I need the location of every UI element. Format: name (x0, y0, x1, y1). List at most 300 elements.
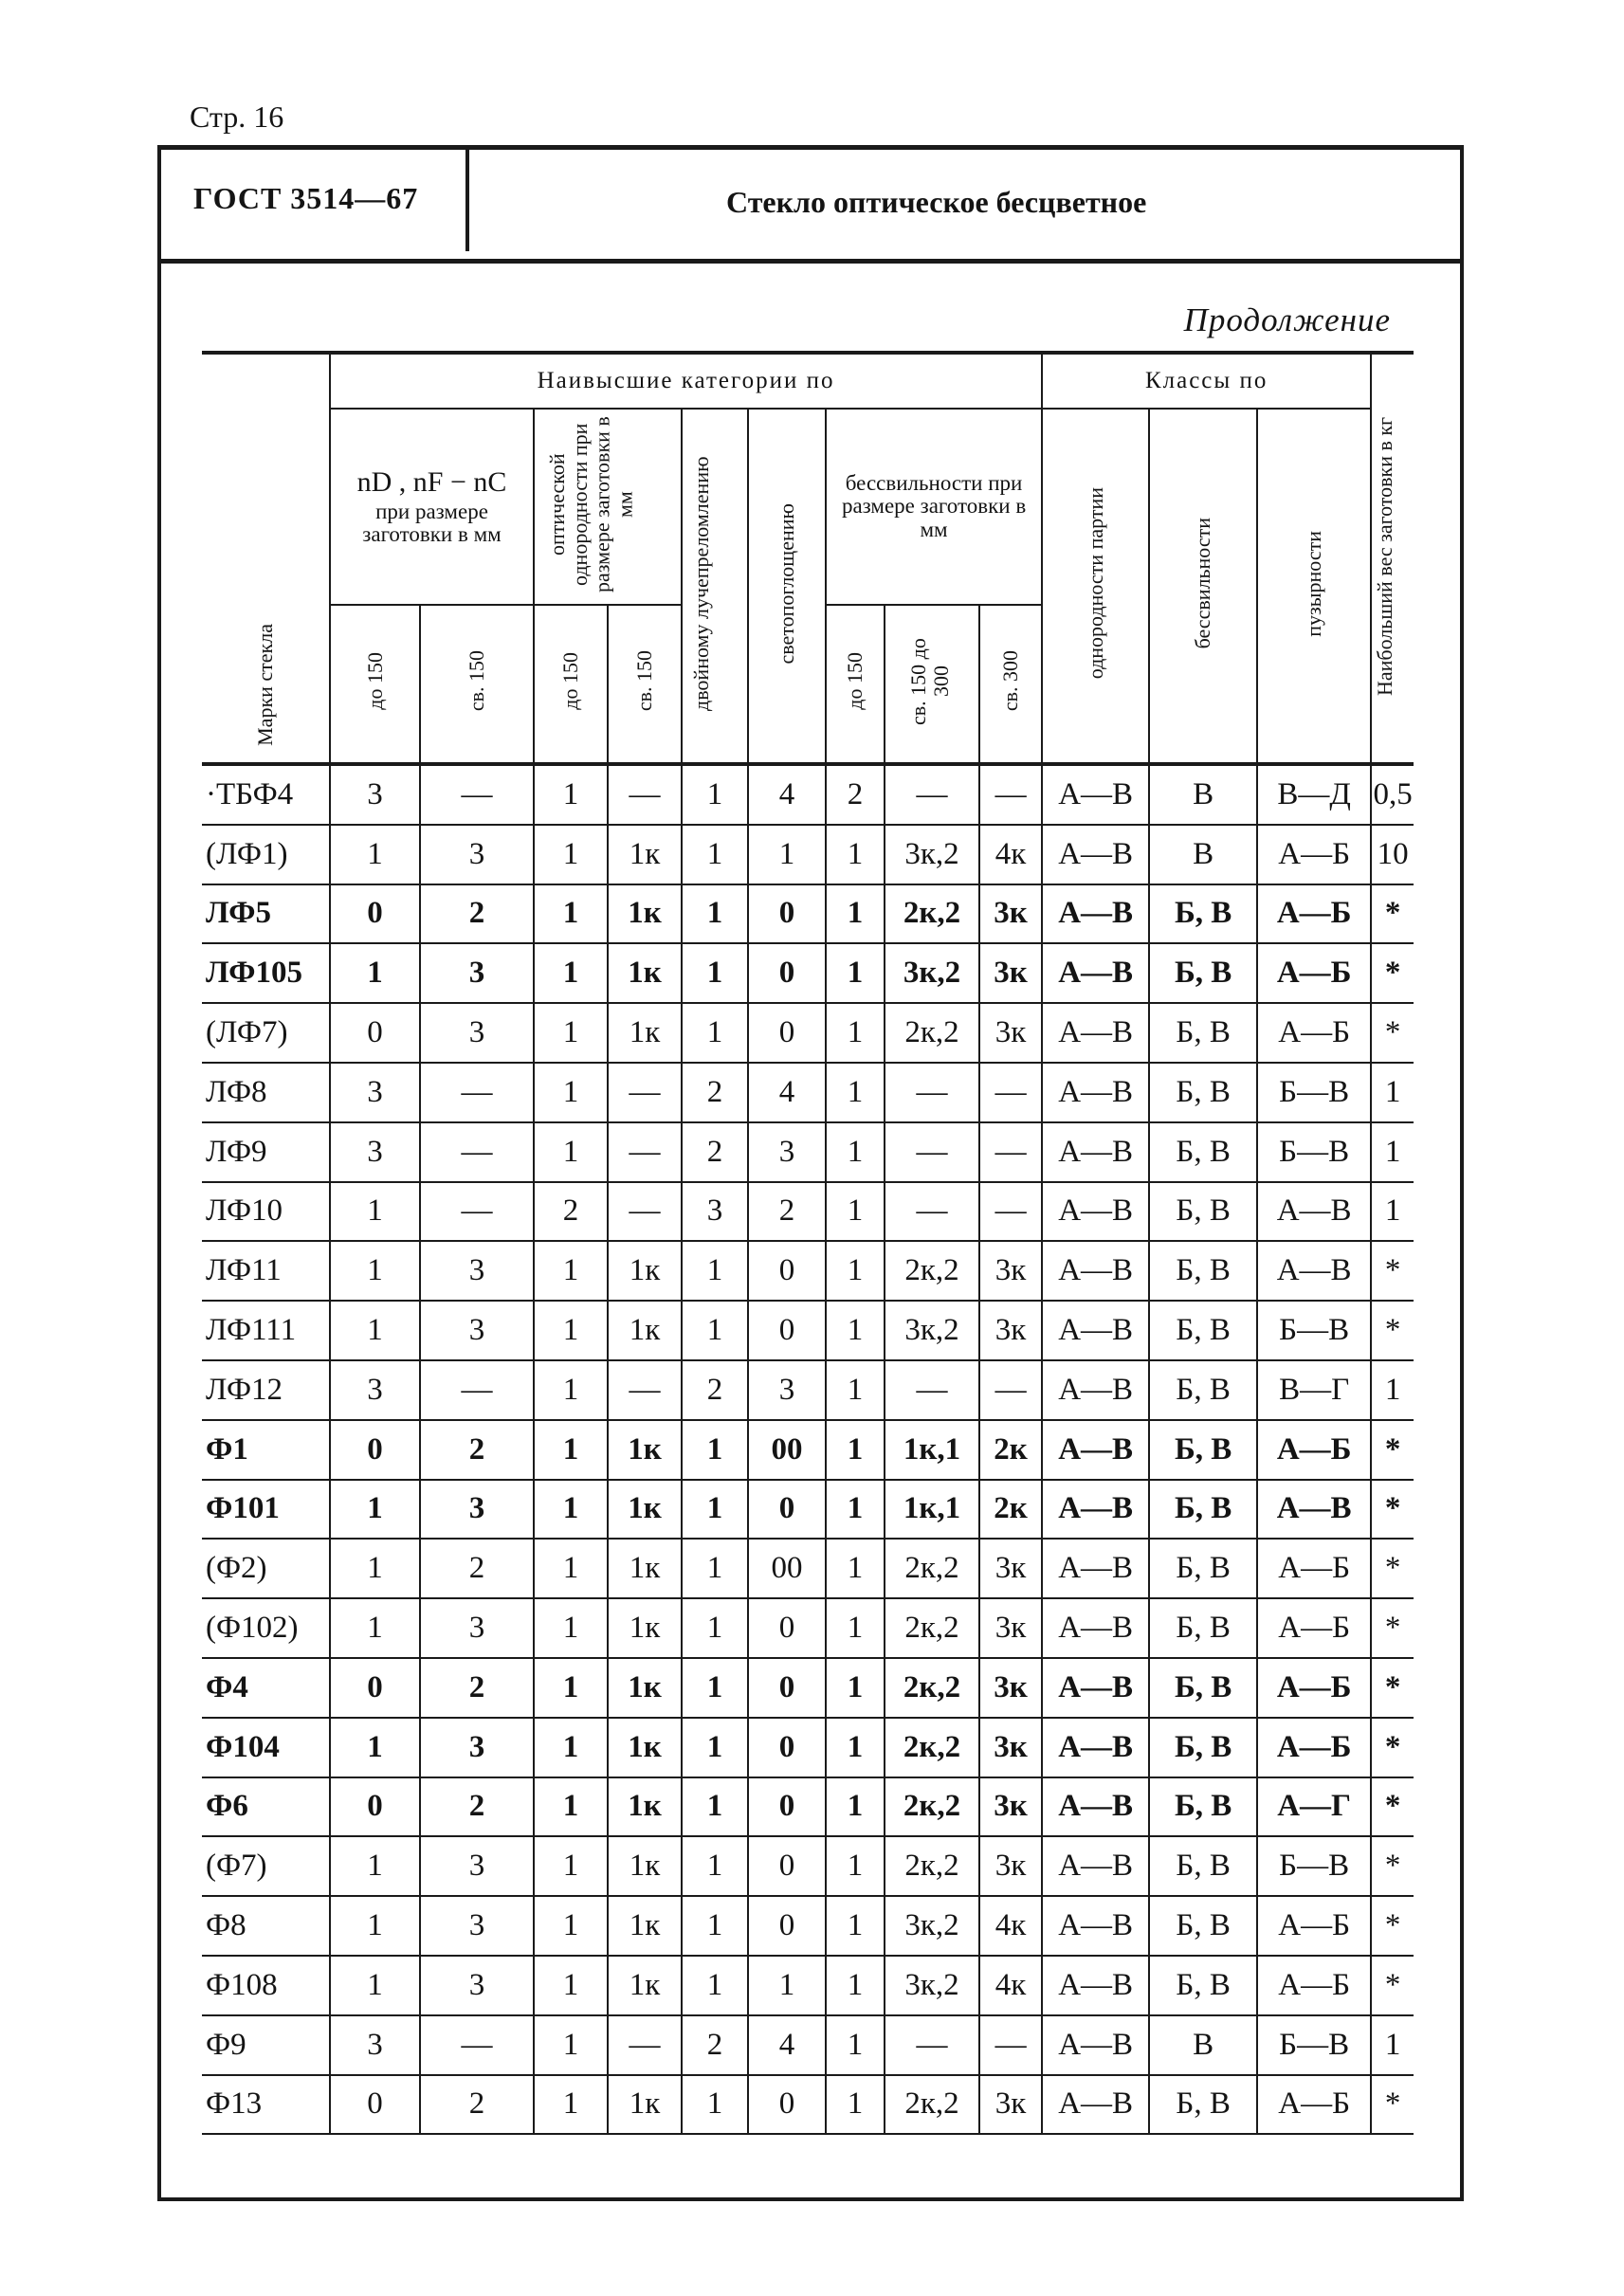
cell-absorption: 3 (748, 1360, 826, 1420)
table-row (202, 1896, 1414, 1956)
cell-opt-to150: 1 (534, 2075, 608, 2135)
cell-birefringence: 1 (682, 764, 748, 825)
cell-class-bubbles: А—Б (1257, 1718, 1371, 1777)
cell-absorption: 0 (748, 943, 826, 1003)
cell-class-homogeneity: А—В (1042, 2015, 1149, 2075)
cell-birefringence: 1 (682, 1896, 748, 1956)
cell-refr-over150: 3 (420, 1480, 534, 1540)
cell-refr-over150: 3 (420, 1956, 534, 2015)
cell-opt-to150: 1 (534, 2015, 608, 2075)
cell-refr-over150: 2 (420, 1777, 534, 1837)
cell-mark: ЛФ105 (202, 943, 330, 1003)
cell-opt-to150: 1 (534, 1301, 608, 1360)
cell-class-bubbles: А—Б (1257, 1956, 1371, 2015)
cell-opt-to150: 1 (534, 764, 608, 825)
continuation-label: Продолжение (1183, 301, 1391, 338)
cell-refr-over150: — (420, 1360, 534, 1420)
cell-class-bubbles: А—Г (1257, 1777, 1371, 1837)
cell-striae-to150: 1 (826, 1658, 885, 1718)
header-striae: бессвильности при размере заготовки в мм (826, 409, 1042, 605)
cell-refr-over150: 3 (420, 943, 534, 1003)
cell-absorption: 0 (748, 2075, 826, 2135)
cell-striae-150-300: 2к,2 (885, 1241, 979, 1301)
cell-birefringence: 1 (682, 825, 748, 884)
cell-max-weight: 1 (1371, 1360, 1414, 1420)
cell-striae-to150: 1 (826, 1777, 885, 1837)
sub-opt-to150: до 150 (534, 605, 608, 764)
cell-mark: (Ф2) (202, 1539, 330, 1598)
table-row (202, 1063, 1414, 1122)
cell-refr-to150: 3 (330, 1122, 420, 1182)
cell-class-bubbles: А—В (1257, 1480, 1371, 1540)
cell-opt-to150: 1 (534, 943, 608, 1003)
cell-refr-to150: 0 (330, 884, 420, 944)
cell-opt-to150: 1 (534, 1836, 608, 1896)
cell-class-bubbles: Б—В (1257, 1063, 1371, 1122)
cell-class-homogeneity: А—В (1042, 1480, 1149, 1540)
cell-opt-over150: 1к (608, 1539, 682, 1598)
cell-class-bubbles: В—Д (1257, 764, 1371, 825)
table-row (202, 2075, 1414, 2135)
refraction-formula: nD , nF − nC (356, 465, 507, 498)
table-row (202, 2015, 1414, 2075)
cell-striae-150-300: 3к,2 (885, 1301, 979, 1360)
cell-mark: ЛФ12 (202, 1360, 330, 1420)
cell-striae-150-300: — (885, 1063, 979, 1122)
cell-opt-to150: 1 (534, 1063, 608, 1122)
cell-birefringence: 1 (682, 884, 748, 944)
cell-striae-150-300: 2к,2 (885, 1658, 979, 1718)
cell-opt-to150: 1 (534, 1658, 608, 1718)
cell-max-weight: 10 (1371, 825, 1414, 884)
table-row (202, 1718, 1414, 1777)
cell-opt-over150: 1к (608, 1480, 682, 1540)
header-absorption: светопоглощению (748, 409, 826, 764)
cell-absorption: 0 (748, 1480, 826, 1540)
cell-striae-150-300: 2к,2 (885, 1836, 979, 1896)
cell-striae-150-300: 3к,2 (885, 943, 979, 1003)
cell-mark: (ЛФ7) (202, 1003, 330, 1063)
header-class-striae: бессвильности (1149, 409, 1257, 764)
cell-max-weight: * (1371, 1003, 1414, 1063)
cell-striae-150-300: 1к,1 (885, 1480, 979, 1540)
cell-opt-over150: 1к (608, 825, 682, 884)
cell-class-homogeneity: А—В (1042, 1956, 1149, 2015)
header-group-highest: Наивысшие категории по (330, 353, 1042, 409)
cell-class-striae: Б, В (1149, 1182, 1257, 1242)
cell-max-weight: * (1371, 1539, 1414, 1598)
cell-opt-to150: 1 (534, 1003, 608, 1063)
cell-opt-over150: 1к (608, 943, 682, 1003)
cell-opt-over150: 1к (608, 884, 682, 944)
cell-opt-over150: — (608, 764, 682, 825)
cell-birefringence: 1 (682, 1956, 748, 2015)
table-row (202, 1122, 1414, 1182)
cell-mark: Ф8 (202, 1896, 330, 1956)
cell-striae-over300: — (979, 1360, 1042, 1420)
cell-mark: Ф13 (202, 2075, 330, 2135)
cell-class-bubbles: В—Г (1257, 1360, 1371, 1420)
cell-class-homogeneity: А—В (1042, 1836, 1149, 1896)
cell-absorption: 1 (748, 1956, 826, 2015)
cell-birefringence: 1 (682, 1598, 748, 1658)
cell-class-striae: Б, В (1149, 1896, 1257, 1956)
table-row (202, 1836, 1414, 1896)
cell-striae-over300: 3к (979, 884, 1042, 944)
cell-class-homogeneity: А—В (1042, 1658, 1149, 1718)
cell-class-bubbles: Б—В (1257, 1836, 1371, 1896)
standard-code: ГОСТ 3514—67 (193, 181, 419, 215)
cell-refr-to150: 1 (330, 1598, 420, 1658)
cell-max-weight: * (1371, 1480, 1414, 1540)
header-divider (465, 145, 469, 251)
cell-class-homogeneity: А—В (1042, 1003, 1149, 1063)
cell-refr-to150: 0 (330, 1420, 420, 1480)
cell-max-weight: 1 (1371, 1182, 1414, 1242)
cell-refr-over150: 2 (420, 1539, 534, 1598)
cell-refr-to150: 1 (330, 1480, 420, 1540)
cell-absorption: 0 (748, 1241, 826, 1301)
cell-birefringence: 1 (682, 1003, 748, 1063)
header-mark: Марки стекла (202, 353, 330, 764)
cell-birefringence: 1 (682, 943, 748, 1003)
cell-absorption: 0 (748, 1301, 826, 1360)
cell-absorption: 0 (748, 884, 826, 944)
cell-class-striae: Б, В (1149, 1718, 1257, 1777)
cell-opt-over150: 1к (608, 1301, 682, 1360)
cell-opt-over150: 1к (608, 2075, 682, 2135)
cell-max-weight: * (1371, 1420, 1414, 1480)
cell-class-bubbles: Б—В (1257, 2015, 1371, 2075)
cell-refr-over150: — (420, 2015, 534, 2075)
cell-striae-to150: 1 (826, 1301, 885, 1360)
header-class-homogeneity: однородности партии (1042, 409, 1149, 764)
cell-absorption: 0 (748, 1598, 826, 1658)
cell-striae-150-300: 2к,2 (885, 1718, 979, 1777)
cell-refr-over150: — (420, 1122, 534, 1182)
cell-mark: (Ф102) (202, 1598, 330, 1658)
cell-class-bubbles: Б—В (1257, 1122, 1371, 1182)
cell-mark: ЛФ5 (202, 884, 330, 944)
cell-mark: Ф1 (202, 1420, 330, 1480)
cell-striae-to150: 1 (826, 1182, 885, 1242)
cell-refr-over150: 3 (420, 1836, 534, 1896)
cell-refr-over150: 2 (420, 1658, 534, 1718)
cell-birefringence: 1 (682, 1718, 748, 1777)
cell-class-bubbles: Б—В (1257, 1301, 1371, 1360)
table-row (202, 1539, 1414, 1598)
cell-class-homogeneity: А—В (1042, 1896, 1149, 1956)
cell-striae-over300: 4к (979, 1896, 1042, 1956)
cell-refr-to150: 1 (330, 1182, 420, 1242)
cell-class-bubbles: А—Б (1257, 1539, 1371, 1598)
cell-refr-to150: 0 (330, 1777, 420, 1837)
cell-class-homogeneity: А—В (1042, 1122, 1149, 1182)
cell-refr-over150: 3 (420, 1896, 534, 1956)
cell-max-weight: * (1371, 1718, 1414, 1777)
cell-absorption: 00 (748, 1539, 826, 1598)
cell-striae-to150: 1 (826, 825, 885, 884)
cell-refr-to150: 1 (330, 1956, 420, 2015)
cell-mark: (ЛФ1) (202, 825, 330, 884)
cell-refr-over150: 3 (420, 1241, 534, 1301)
cell-birefringence: 1 (682, 1836, 748, 1896)
cell-opt-over150: — (608, 2015, 682, 2075)
header-class-bubbles: пузырности (1257, 409, 1371, 764)
cell-absorption: 4 (748, 1063, 826, 1122)
cell-refr-to150: 1 (330, 1241, 420, 1301)
cell-birefringence: 1 (682, 1658, 748, 1718)
cell-absorption: 00 (748, 1420, 826, 1480)
cell-mark: ЛФ8 (202, 1063, 330, 1122)
cell-opt-to150: 1 (534, 825, 608, 884)
cell-striae-to150: 1 (826, 1480, 885, 1540)
cell-refr-to150: 0 (330, 2075, 420, 2135)
document-header (157, 145, 1464, 264)
cell-class-homogeneity: А—В (1042, 1777, 1149, 1837)
cell-birefringence: 1 (682, 1777, 748, 1837)
cell-max-weight: 0,5 (1371, 764, 1414, 825)
cell-class-homogeneity: А—В (1042, 1420, 1149, 1480)
sub-str-over300: св. 300 (979, 605, 1042, 764)
cell-opt-over150: — (608, 1360, 682, 1420)
cell-refr-to150: 0 (330, 1658, 420, 1718)
cell-max-weight: * (1371, 1896, 1414, 1956)
cell-opt-over150: — (608, 1122, 682, 1182)
cell-striae-over300: 3к (979, 1777, 1042, 1837)
cell-striae-150-300: 2к,2 (885, 1777, 979, 1837)
header-birefringence: двойному лучепреломлению (682, 409, 748, 764)
cell-striae-150-300: — (885, 1182, 979, 1242)
cell-opt-over150: 1к (608, 1718, 682, 1777)
cell-striae-to150: 1 (826, 2015, 885, 2075)
sub-str-150-300: св. 150 до 300 (885, 605, 979, 764)
cell-absorption: 0 (748, 1896, 826, 1956)
cell-refr-to150: 3 (330, 2015, 420, 2075)
cell-class-striae: Б, В (1149, 1301, 1257, 1360)
table-row (202, 1241, 1414, 1301)
cell-refr-to150: 3 (330, 1063, 420, 1122)
cell-class-striae: Б, В (1149, 1360, 1257, 1420)
cell-class-bubbles: А—Б (1257, 1420, 1371, 1480)
cell-class-bubbles: А—Б (1257, 1658, 1371, 1718)
cell-striae-150-300: 2к,2 (885, 1003, 979, 1063)
cell-class-bubbles: А—Б (1257, 943, 1371, 1003)
sub-str-to150: до 150 (826, 605, 885, 764)
table-row (202, 1777, 1414, 1837)
cell-striae-to150: 1 (826, 1836, 885, 1896)
header-refraction (330, 409, 534, 605)
cell-absorption: 0 (748, 1777, 826, 1837)
cell-striae-over300: 3к (979, 1241, 1042, 1301)
cell-class-bubbles: А—Б (1257, 1896, 1371, 1956)
cell-striae-150-300: — (885, 764, 979, 825)
cell-birefringence: 2 (682, 2015, 748, 2075)
table-row (202, 1301, 1414, 1360)
cell-max-weight: * (1371, 943, 1414, 1003)
cell-striae-to150: 1 (826, 884, 885, 944)
cell-class-homogeneity: А—В (1042, 1539, 1149, 1598)
cell-opt-over150: 1к (608, 1777, 682, 1837)
cell-opt-over150: 1к (608, 1420, 682, 1480)
cell-refr-over150: 2 (420, 884, 534, 944)
table-row (202, 825, 1414, 884)
cell-striae-to150: 1 (826, 1003, 885, 1063)
table-row (202, 1182, 1414, 1242)
cell-class-homogeneity: А—В (1042, 1718, 1149, 1777)
cell-striae-150-300: 3к,2 (885, 1956, 979, 2015)
cell-striae-150-300: 1к,1 (885, 1420, 979, 1480)
cell-class-homogeneity: А—В (1042, 1598, 1149, 1658)
cell-refr-to150: 3 (330, 1360, 420, 1420)
cell-striae-over300: 3к (979, 1003, 1042, 1063)
cell-opt-to150: 1 (534, 884, 608, 944)
sub-refr-to150: до 150 (330, 605, 420, 764)
cell-striae-over300: 3к (979, 943, 1042, 1003)
cell-birefringence: 1 (682, 1301, 748, 1360)
cell-mark: ЛФ10 (202, 1182, 330, 1242)
cell-class-striae: Б, В (1149, 1956, 1257, 2015)
glass-grades-table (202, 351, 1414, 2135)
cell-class-striae: Б, В (1149, 1003, 1257, 1063)
cell-striae-to150: 1 (826, 1241, 885, 1301)
cell-absorption: 4 (748, 764, 826, 825)
cell-max-weight: * (1371, 1598, 1414, 1658)
document-title: Стекло оптическое бесцветное (726, 185, 1147, 219)
cell-refr-to150: 0 (330, 1003, 420, 1063)
cell-birefringence: 1 (682, 1480, 748, 1540)
cell-striae-to150: 1 (826, 943, 885, 1003)
cell-class-bubbles: А—В (1257, 1241, 1371, 1301)
cell-class-striae: Б, В (1149, 1480, 1257, 1540)
cell-mark: Ф6 (202, 1777, 330, 1837)
cell-max-weight: 1 (1371, 2015, 1414, 2075)
cell-opt-to150: 1 (534, 1480, 608, 1540)
table-row (202, 884, 1414, 944)
cell-class-striae: Б, В (1149, 1241, 1257, 1301)
cell-max-weight: * (1371, 1241, 1414, 1301)
cell-refr-over150: 3 (420, 1598, 534, 1658)
cell-opt-to150: 1 (534, 1539, 608, 1598)
cell-class-striae: Б, В (1149, 884, 1257, 944)
cell-max-weight: 1 (1371, 1122, 1414, 1182)
cell-opt-over150: 1к (608, 1836, 682, 1896)
cell-class-bubbles: А—Б (1257, 2075, 1371, 2135)
cell-striae-over300: 3к (979, 1539, 1042, 1598)
cell-class-homogeneity: А—В (1042, 825, 1149, 884)
cell-class-homogeneity: А—В (1042, 1182, 1149, 1242)
table-row (202, 764, 1414, 825)
page-number: Стр. 16 (190, 100, 284, 134)
cell-opt-to150: 1 (534, 1360, 608, 1420)
cell-refr-to150: 1 (330, 1718, 420, 1777)
cell-refr-to150: 1 (330, 1539, 420, 1598)
cell-birefringence: 2 (682, 1122, 748, 1182)
table-row (202, 943, 1414, 1003)
cell-opt-over150: — (608, 1182, 682, 1242)
cell-mark: ЛФ111 (202, 1301, 330, 1360)
cell-mark: Ф4 (202, 1658, 330, 1718)
cell-class-striae: В (1149, 764, 1257, 825)
cell-striae-over300: 3к (979, 1718, 1042, 1777)
cell-class-homogeneity: А—В (1042, 2075, 1149, 2135)
cell-refr-over150: 2 (420, 2075, 534, 2135)
cell-striae-150-300: — (885, 2015, 979, 2075)
cell-birefringence: 3 (682, 1182, 748, 1242)
cell-class-bubbles: А—Б (1257, 1003, 1371, 1063)
cell-mark: Ф9 (202, 2015, 330, 2075)
cell-class-striae: Б, В (1149, 1420, 1257, 1480)
cell-refr-to150: 3 (330, 764, 420, 825)
cell-striae-to150: 1 (826, 2075, 885, 2135)
cell-birefringence: 1 (682, 1420, 748, 1480)
cell-class-striae: Б, В (1149, 1122, 1257, 1182)
cell-class-striae: Б, В (1149, 1836, 1257, 1896)
cell-opt-over150: 1к (608, 1241, 682, 1301)
cell-striae-to150: 1 (826, 1360, 885, 1420)
cell-striae-over300: — (979, 2015, 1042, 2075)
cell-mark: (Ф7) (202, 1836, 330, 1896)
cell-class-homogeneity: А—В (1042, 764, 1149, 825)
table-row (202, 1658, 1414, 1718)
cell-striae-over300: 3к (979, 1301, 1042, 1360)
cell-birefringence: 2 (682, 1063, 748, 1122)
cell-mark: Ф108 (202, 1956, 330, 2015)
cell-opt-to150: 1 (534, 1896, 608, 1956)
cell-class-striae: В (1149, 2015, 1257, 2075)
cell-striae-to150: 1 (826, 1420, 885, 1480)
cell-striae-150-300: 2к,2 (885, 884, 979, 944)
cell-class-homogeneity: А—В (1042, 1301, 1149, 1360)
cell-refr-over150: 3 (420, 1003, 534, 1063)
cell-mark: ЛФ9 (202, 1122, 330, 1182)
cell-absorption: 4 (748, 2015, 826, 2075)
cell-class-homogeneity: А—В (1042, 943, 1149, 1003)
cell-class-striae: Б, В (1149, 2075, 1257, 2135)
cell-opt-to150: 1 (534, 1598, 608, 1658)
sub-opt-over150: св. 150 (608, 605, 682, 764)
cell-mark: ·ТБФ4 (202, 764, 330, 825)
cell-absorption: 0 (748, 1718, 826, 1777)
cell-absorption: 0 (748, 1658, 826, 1718)
cell-class-striae: Б, В (1149, 1063, 1257, 1122)
cell-max-weight: * (1371, 1956, 1414, 2015)
table-body (202, 764, 1414, 2134)
cell-birefringence: 2 (682, 1360, 748, 1420)
cell-absorption: 1 (748, 825, 826, 884)
header-group-classes: Классы по (1042, 353, 1371, 409)
cell-class-bubbles: А—В (1257, 1182, 1371, 1242)
cell-refr-over150: 3 (420, 1718, 534, 1777)
cell-striae-over300: — (979, 1182, 1042, 1242)
cell-opt-to150: 1 (534, 1718, 608, 1777)
cell-striae-over300: 4к (979, 1956, 1042, 2015)
cell-striae-to150: 1 (826, 1063, 885, 1122)
cell-birefringence: 1 (682, 1539, 748, 1598)
cell-refr-to150: 1 (330, 825, 420, 884)
cell-mark: Ф104 (202, 1718, 330, 1777)
cell-refr-to150: 1 (330, 1896, 420, 1956)
cell-opt-over150: 1к (608, 1896, 682, 1956)
cell-class-striae: Б, В (1149, 1598, 1257, 1658)
cell-striae-150-300: 2к,2 (885, 1598, 979, 1658)
cell-refr-to150: 1 (330, 943, 420, 1003)
cell-opt-to150: 1 (534, 1777, 608, 1837)
cell-absorption: 0 (748, 1836, 826, 1896)
cell-class-striae: Б, В (1149, 943, 1257, 1003)
cell-opt-over150: 1к (608, 1598, 682, 1658)
table-row (202, 1956, 1414, 2015)
